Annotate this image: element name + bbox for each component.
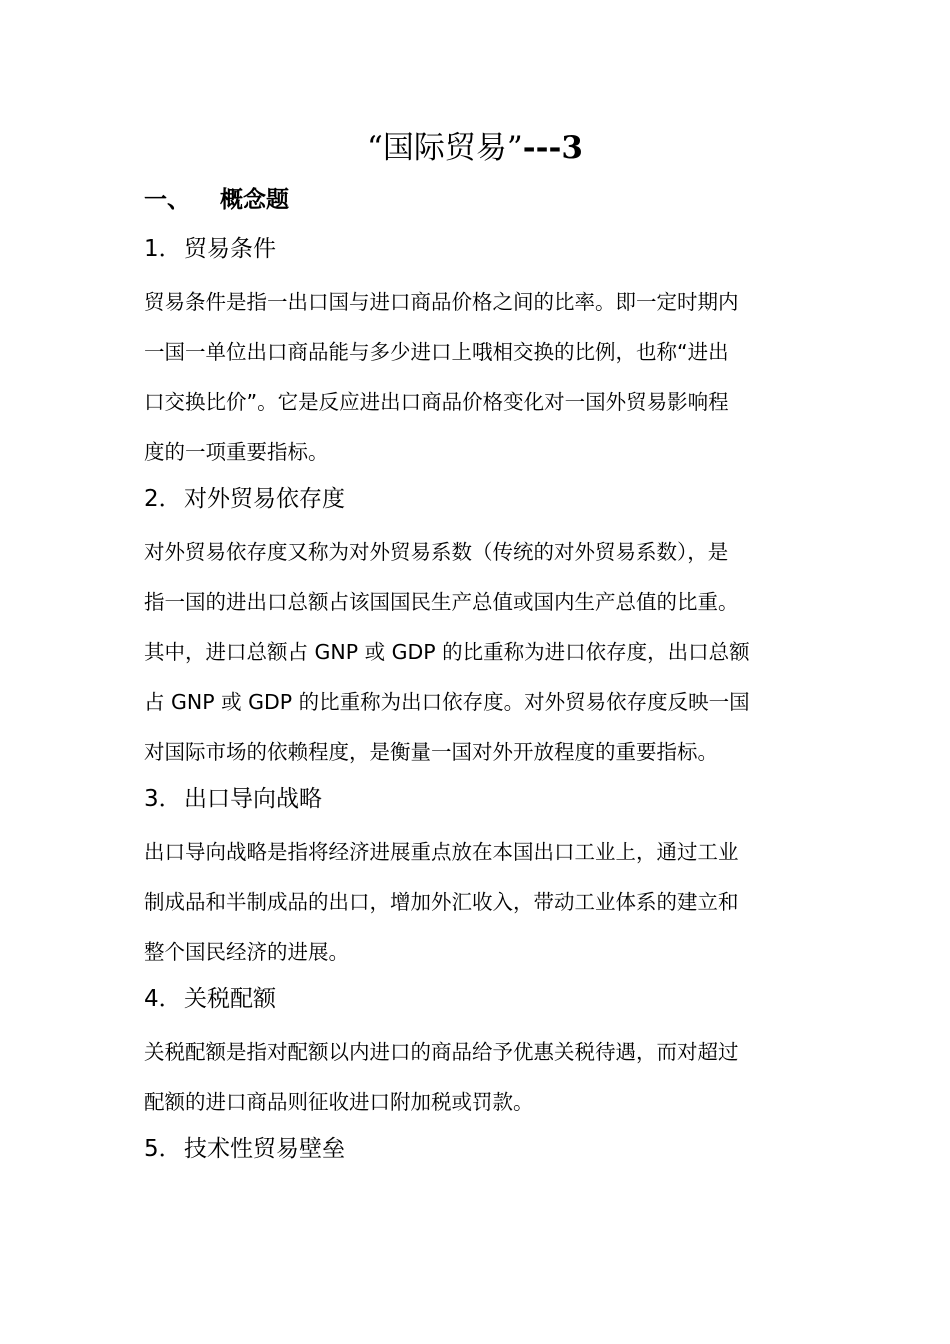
definition-line: 配额的进口商品则征收进口附加税或罚款。: [144, 1090, 534, 1114]
definition-line: 出口导向战略是指将经济进展重点放在本国出口工业上，通过工业: [144, 840, 739, 864]
document-body: [144, 178, 804, 1177]
definition-line: 指一国的进出口总额占该国国民生产总值或国内生产总值的比重。: [144, 590, 739, 614]
definition-line: 一国一单位出口商品能与多少进口上哦相交换的比例，也称“进出: [144, 340, 729, 364]
term-title: 贸易条件: [184, 236, 276, 262]
term-index: 2．: [144, 486, 182, 512]
term-index: 3．: [144, 786, 182, 812]
section-heading: [144, 178, 804, 222]
term-heading: [144, 1127, 804, 1171]
term-definition: [144, 277, 804, 477]
title-text: 国际贸易: [382, 130, 507, 166]
term-heading: [144, 227, 804, 271]
title-close-quote: ”: [506, 130, 523, 166]
definition-line: 制成品和半制成品的出口，增加外汇收入，带动工业体系的建立和: [144, 890, 739, 914]
term-title: 出口导向战略: [184, 786, 322, 812]
term-heading: [144, 977, 804, 1021]
section-number: 一、: [144, 187, 190, 213]
term-index: 1．: [144, 236, 182, 262]
section-label: 概念题: [220, 187, 289, 213]
definition-line: 关税配额是指对配额以内进口的商品给予优惠关税待遇，而对超过: [144, 1040, 739, 1064]
term-heading: [144, 477, 804, 521]
term-index: 4．: [144, 986, 182, 1012]
term-title: 技术性贸易壁垒: [184, 1136, 345, 1162]
term-title: 对外贸易依存度: [184, 486, 345, 512]
definition-line: 其中，进口总额占 GNP 或 GDP 的比重称为进口依存度，出口总额: [144, 640, 750, 664]
term-title: 关税配额: [184, 986, 276, 1012]
definition-line: 占 GNP 或 GDP 的比重称为出口依存度。对外贸易依存度反映一国: [144, 690, 750, 714]
title-open-quote: “: [367, 130, 383, 166]
term-definition: [144, 827, 804, 977]
term-heading: [144, 777, 804, 821]
title-suffix: ---3: [522, 130, 583, 166]
term-index: 5．: [144, 1136, 182, 1162]
term-definition: [144, 1027, 804, 1127]
definition-line: 贸易条件是指一出口国与进口商品价格之间的比率。即一定时期内: [144, 290, 739, 314]
term-definition: [144, 527, 804, 777]
definition-line: 对国际市场的依赖程度，是衡量一国对外开放程度的重要指标。: [144, 740, 718, 764]
definition-line: 口交换比价”。它是反应进出口商品价格变化对一国外贸易影响程: [144, 390, 729, 414]
document-title: [0, 126, 950, 170]
definition-line: 对外贸易依存度又称为对外贸易系数（传统的对外贸易系数），是: [144, 540, 729, 564]
definition-line: 整个国民经济的进展。: [144, 940, 349, 964]
definition-line: 度的一项重要指标。: [144, 440, 329, 464]
